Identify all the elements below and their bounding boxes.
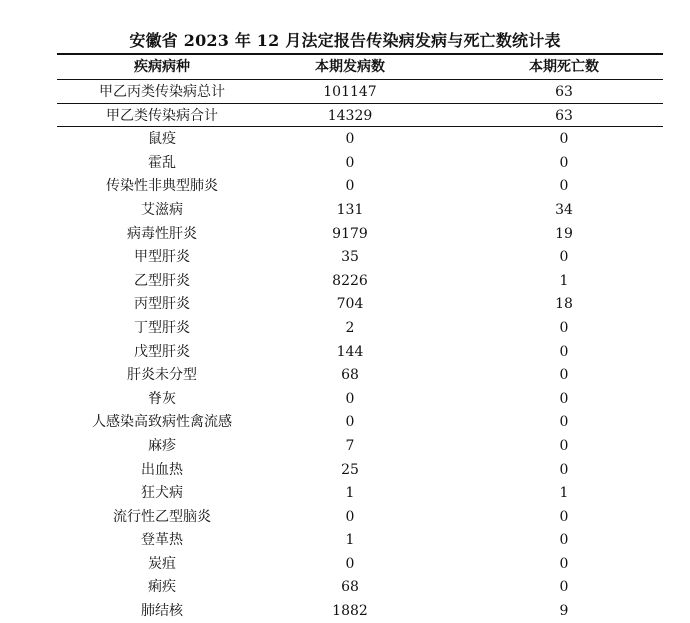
cell-cases: 68 [341,579,359,596]
cell-deaths: 9 [559,603,569,620]
table-row [0,528,690,552]
cell-cases: 1882 [332,603,368,620]
cell-cases: 35 [341,249,359,266]
cell-deaths: 18 [555,296,573,313]
cell-deaths: 0 [559,437,569,454]
cell-disease: 传染性非典型肺炎 [106,178,218,195]
cell-deaths: 0 [559,343,569,360]
table-row [0,363,690,387]
cell-deaths: 0 [559,390,569,407]
cell-disease: 丁型肝炎 [134,319,190,336]
cell-deaths: 19 [555,225,573,242]
cell-disease: 人感染高致病性禽流感 [92,414,232,431]
cell-disease: 脊灰 [148,390,176,407]
cell-cases: 0 [345,508,355,525]
cell-disease: 痢疾 [148,579,176,596]
cell-cases: 0 [345,555,355,572]
cell-cases: 25 [341,461,359,478]
table-row [0,387,690,411]
cell-disease: 登革热 [141,532,183,549]
cell-cases: 0 [345,154,355,171]
table-row [0,316,690,340]
cell-cases: 1 [345,485,355,502]
table-row [0,104,690,128]
cell-disease: 乙型肝炎 [134,272,190,289]
table-row [0,198,690,222]
cell-cases: 0 [345,178,355,195]
cell-disease: 出血热 [141,461,183,478]
cell-deaths: 34 [555,201,573,218]
cell-disease: 炭疽 [148,555,176,572]
cell-deaths: 0 [559,414,569,431]
header-disease: 疾病病种 [134,59,190,75]
cell-deaths: 0 [559,579,569,596]
cell-cases: 704 [336,296,364,313]
table-row [0,151,690,175]
table-row [0,292,690,316]
cell-disease: 狂犬病 [141,485,183,502]
cell-disease: 甲乙类传染病合计 [106,107,218,124]
cell-deaths: 0 [559,319,569,336]
cell-disease: 肺结核 [141,603,183,620]
table-row [0,434,690,458]
cell-disease: 肝炎未分型 [127,367,197,384]
table-row [0,340,690,364]
cell-deaths: 1 [559,272,569,289]
table-row [0,410,690,434]
table-row [0,481,690,505]
cell-deaths: 63 [555,107,573,124]
table-row [0,80,690,104]
table-row [0,505,690,529]
cell-disease: 流行性乙型脑炎 [113,508,211,525]
cell-cases: 101147 [323,84,377,100]
cell-disease: 丙型肝炎 [134,296,190,313]
cell-cases: 1 [345,532,355,549]
table-row [0,599,690,623]
cell-deaths: 0 [559,461,569,478]
header-deaths: 本期死亡数 [529,59,599,75]
table-title: 安徽省 2023 年 12 月法定报告传染病发病与死亡数统计表 [129,31,561,50]
table-row [0,269,690,293]
cell-cases: 7 [345,437,355,454]
table-row [0,552,690,576]
cell-disease: 病毒性肝炎 [127,225,197,242]
table-row [0,245,690,269]
cell-disease: 戊型肝炎 [134,343,190,360]
table-row [0,458,690,482]
cell-disease: 麻疹 [148,437,176,454]
table-row [0,174,690,198]
table-header [0,54,690,79]
cell-cases: 0 [345,390,355,407]
cell-deaths: 0 [559,532,569,549]
cell-cases: 0 [345,414,355,431]
cell-disease: 甲型肝炎 [134,249,190,266]
cell-deaths: 0 [559,178,569,195]
cell-disease: 鼠疫 [148,131,176,148]
table-body [0,80,690,623]
cell-disease: 霍乱 [148,154,176,171]
cell-deaths: 0 [559,367,569,384]
cell-disease: 甲乙丙类传染病总计 [99,84,225,100]
cell-cases: 2 [345,319,355,336]
cell-deaths: 1 [559,485,569,502]
table-row [0,575,690,599]
cell-cases: 144 [336,343,364,360]
cell-cases: 68 [341,367,359,384]
header-cases: 本期发病数 [315,59,385,75]
cell-cases: 8226 [332,272,368,289]
cell-deaths: 0 [559,508,569,525]
cell-cases: 0 [345,131,355,148]
table-row [0,127,690,151]
table-row [0,222,690,246]
cell-deaths: 0 [559,154,569,171]
cell-cases: 14329 [327,107,373,124]
cell-deaths: 0 [559,131,569,148]
cell-deaths: 63 [555,84,573,100]
cell-disease: 艾滋病 [141,201,183,218]
cell-cases: 9179 [332,225,368,242]
cell-deaths: 0 [559,249,569,266]
cell-cases: 131 [336,201,364,218]
cell-deaths: 0 [559,555,569,572]
